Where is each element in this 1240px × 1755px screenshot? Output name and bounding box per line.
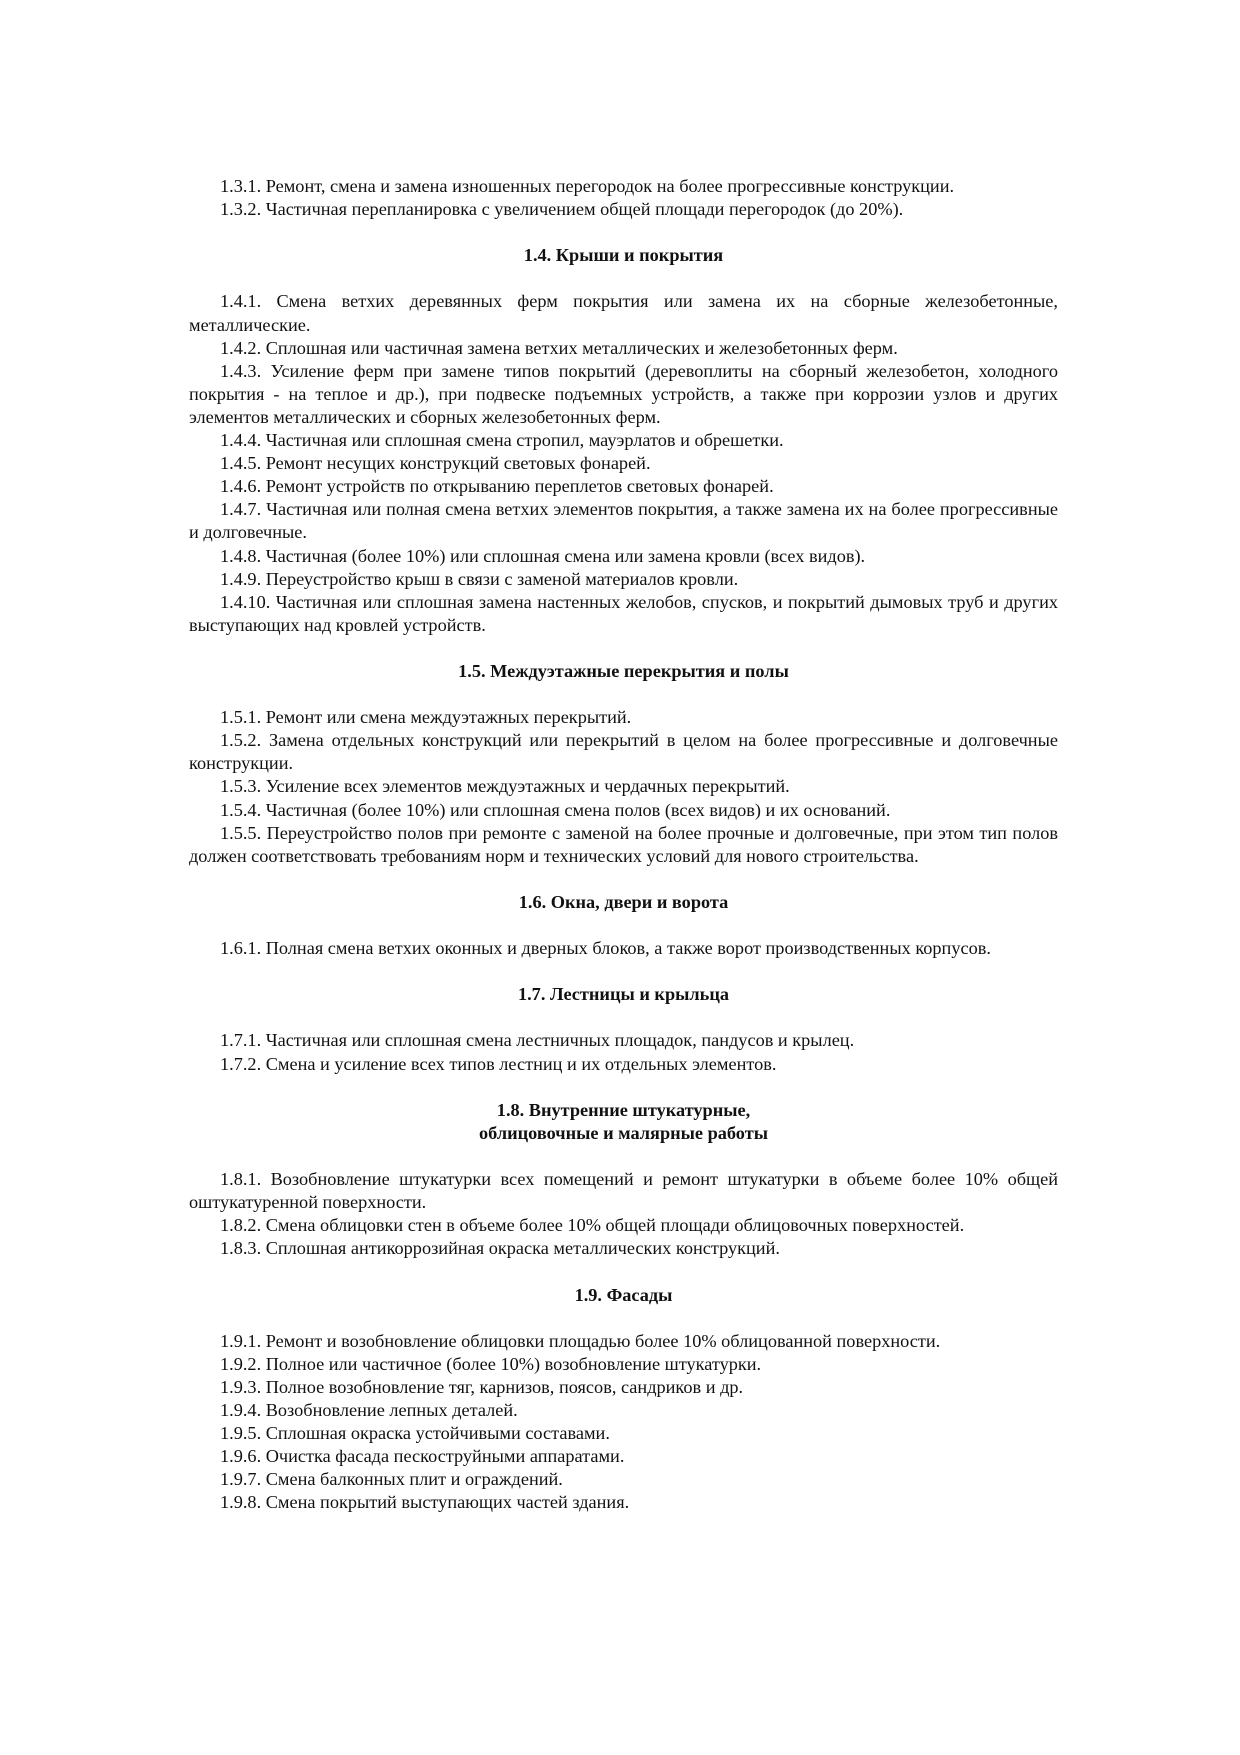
section-heading-line: 1.7. Лестницы и крыльца (517, 984, 730, 1005)
list-item: 1.4.1. Смена ветхих деревянных ферм покрытия или замена их на сборные железобетонные, металлические. (189, 291, 1058, 335)
document-section (189, 660, 1058, 868)
section-heading-line: 1.4. Крыши и покрытия (523, 245, 724, 266)
section-heading-line: 1.6. Окна, двери и ворота (518, 891, 729, 912)
section-heading-line: 1.8. Внутренние штукатурные, (496, 1099, 751, 1120)
document-section (189, 891, 1058, 960)
list-item: 1.7.1. Частичная или сплошная смена лестничных площадок, пандусов и крылец. (220, 1030, 855, 1051)
list-item: 1.6.1. Полная смена ветхих оконных и дверных блоков, а также ворот производственных корпусов. (220, 938, 991, 959)
section-heading (189, 244, 1058, 267)
document-section (189, 244, 1058, 637)
list-item: 1.9.7. Смена балконных плит и ограждений. (220, 1469, 563, 1490)
list-item: 1.5.1. Ремонт или смена междуэтажных перекрытий. (220, 707, 632, 728)
document-section (189, 983, 1058, 1075)
section-heading-line: 1.9. Фасады (574, 1284, 673, 1305)
document-section (189, 1284, 1058, 1515)
list-item: 1.4.9. Переустройство крыш в связи с заменой материалов кровли. (220, 568, 739, 589)
list-item: 1.4.4. Частичная или сплошная смена стропил, мауэрлатов и обрешетки. (220, 430, 784, 451)
document-section (189, 1099, 1058, 1261)
list-item: 1.5.5. Переустройство полов при ремонте с заменой на более прочные и долговечные, при этом тип полов должен соответствовать требованиям норм и технических условий для нового строительства. (189, 822, 1058, 866)
list-item: 1.9.5. Сплошная окраска устойчивыми составами. (220, 1423, 610, 1444)
section-heading-line: облицовочные и малярные работы (479, 1122, 768, 1143)
section-heading (189, 1284, 1058, 1307)
list-item: 1.9.4. Возобновление лепных деталей. (220, 1399, 518, 1420)
list-item: 1.5.2. Замена отдельных конструкций или перекрытий в целом на более прогрессивные и долговечные конструкции. (189, 730, 1058, 774)
section-heading (189, 660, 1058, 683)
section-heading (189, 983, 1058, 1006)
section-heading (189, 891, 1058, 914)
list-item: 1.4.8. Частичная (более 10%) или сплошная смена или замена кровли (всех видов). (220, 545, 866, 566)
list-item: 1.8.3. Сплошная антикоррозийная окраска металлических конструкций. (220, 1238, 780, 1259)
section-heading-line: 1.5. Междуэтажные перекрытия и полы (458, 660, 789, 681)
list-item: 1.9.3. Полное возобновление тяг, карнизов, поясов, сандриков и др. (220, 1376, 744, 1397)
list-item: 1.4.3. Усиление ферм при замене типов покрытий (деревоплиты на сборный железобетон, холодного покрытия - на теплое и др.), при подвеске подъемных устройств, а также при коррозии узлов и других элементов металлических и сборных железобетонных ферм. (189, 360, 1058, 427)
list-item: 1.5.3. Усиление всех элементов междуэтажных и чердачных перекрытий. (220, 776, 790, 797)
list-item: 1.4.6. Ремонт устройств по открыванию переплетов световых фонарей. (220, 476, 774, 497)
list-item: 1.5.4. Частичная (более 10%) или сплошная смена полов (всех видов) и их оснований. (220, 799, 891, 820)
list-item: 1.9.1. Ремонт и возобновление облицовки площадью более 10% облицованной поверхности. (220, 1330, 941, 1351)
list-item: 1.9.2. Полное или частичное (более 10%) возобновление штукатурки. (220, 1353, 762, 1374)
list-item: 1.8.1. Возобновление штукатурки всех помещений и ремонт штукатурки в объеме более 10% общей оштукатуренной поверхности. (189, 1169, 1058, 1213)
list-item: 1.9.6. Очистка фасада пескоструйными аппаратами. (220, 1446, 625, 1467)
list-item: 1.4.5. Ремонт несущих конструкций световых фонарей. (220, 453, 651, 474)
list-item: 1.7.2. Смена и усиление всех типов лестниц и их отдельных элементов. (220, 1053, 777, 1074)
list-item: 1.4.2. Сплошная или частичная замена ветхих металлических и железобетонных ферм. (220, 337, 898, 358)
document-section (189, 175, 1058, 221)
list-item: 1.9.8. Смена покрытий выступающих частей здания. (220, 1492, 630, 1513)
section-heading (189, 1099, 1058, 1145)
list-item: 1.3.1. Ремонт, смена и замена изношенных перегородок на более прогрессивные конструкции. (220, 176, 955, 196)
list-item: 1.4.10. Частичная или сплошная замена настенных желобов, спусков, и покрытий дымовых труб и других выступающих над кровлей устройств. (189, 591, 1058, 635)
document-page (189, 175, 1058, 1514)
list-item: 1.4.7. Частичная или полная смена ветхих элементов покрытия, а также замена их на более прогрессивные и долговечные. (189, 499, 1058, 543)
list-item: 1.3.2. Частичная перепланировка с увеличением общей площади перегородок (до 20%). (220, 199, 904, 220)
list-item: 1.8.2. Смена облицовки стен в объеме более 10% общей площади облицовочных поверхностей. (220, 1215, 965, 1236)
